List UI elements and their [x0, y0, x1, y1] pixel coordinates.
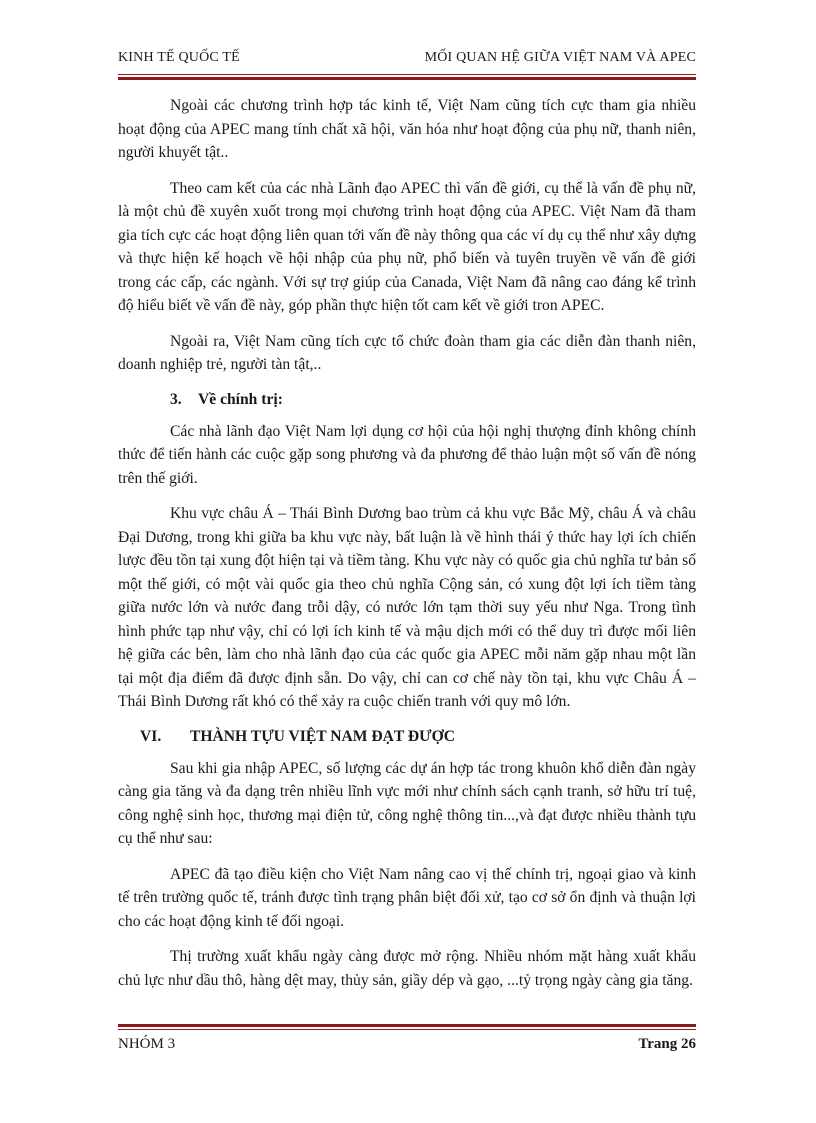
paragraph-gender-commitment: Theo cam kết của các nhà Lãnh đạo APEC thì vấn đề giới, cụ thể là vấn đề phụ nữ, là một chủ đề xuyên xuốt trong mọi chương trình hoạt động của APEC. Việt Nam đã tham gia tích cực các hoạt động liên quan tới vấn đề này thông qua các ví dụ cụ thể như xây dựng và thực hiện kế hoạch về hội nhập của phụ nữ, phổ biến và tuyên truyền về vấn đề giới trong các cấp, các ngành. Với sự trợ giúp của Canada, Việt Nam đã nâng cao đáng kể trình độ hiểu biết về vấn đề này, góp phần thực hiện tốt cam kết về giới tron APEC. — [118, 179, 696, 314]
section-heading-achievements — [140, 726, 696, 748]
paragraph-cooperation-projects: Sau khi gia nhập APEC, số lượng các dự án hợp tác trong khuôn khổ diễn đàn ngày càng gia tăng và đa dạng trên nhiều lĩnh vực mới như chính sách cạnh tranh, sở hữu trí tuệ, công nghệ sinh học, thương mại điện tử, công nghệ thông tin...,và đạt được nhiều thành tựu cụ thể như sau: — [118, 759, 696, 847]
section-heading-politics — [170, 389, 696, 411]
paragraph-summit-meetings: Các nhà lãnh đạo Việt Nam lợi dụng cơ hội của hội nghị thượng đỉnh không chính thức để tiến hành các cuộc gặp song phương và đa phương để thảo luận một số vấn đề nóng trên thế giới. — [118, 422, 696, 487]
paragraph-international-position: APEC đã tạo điều kiện cho Việt Nam nâng cao vị thế chính trị, ngoại giao và kinh tế trên trường quốc tế, tránh được tình trạng phân biệt đối xử, tạo cơ sở ổn định và thuận lợi cho các hoạt động kinh tế đối ngoại. — [118, 865, 696, 930]
header-topic-title: MỐI QUAN HỆ GIỮA VIỆT NAM VÀ APEC — [424, 50, 696, 65]
paragraph-asia-pacific-region: Khu vực châu Á – Thái Bình Dương bao trùm cả khu vực Bắc Mỹ, châu Á và châu Đại Dương, trong khi giữa ba khu vực này, bất luận là về hình thái ý thức hay lợi ích chiến lược đều tồn tại xung đột hiện tại và tiềm tàng. Khu vực này có quốc gia chủ nghĩa tư bản số một thế giới, có một vài quốc gia theo chủ nghĩa Cộng sản, có xung đột lợi ích tiềm tàng giữa nước lớn và nước đang trỗi dậy, có nước lớn tạm thời suy yếu như Nga. Trong tình hình phức tạp như vậy, chỉ có lợi ích kinh tế và mậu dịch mới có thể duy trì được mối liên hệ giữa các bên, làm cho nhà lãnh đạo của các quốc gia APEC mỗi năm gặp nhau một lần tại một địa điểm đã được định sẵn. Do vậy, chỉ can cơ chế này tồn tại, khu vực Châu Á – Thái Bình Dương rất khó có thể xảy ra cuộc chiến tranh với quy mô lớn. — [118, 505, 696, 710]
section-number: VI. — [140, 727, 162, 745]
footer-divider — [118, 1024, 696, 1030]
header-divider — [118, 74, 696, 80]
page-header — [118, 50, 696, 70]
page-footer — [118, 1036, 696, 1058]
paragraph-social-activities: Ngoài các chương trình hợp tác kinh tế, Việt Nam cũng tích cực tham gia nhiều hoạt động của APEC mang tính chất xã hội, văn hóa như hoạt động của phụ nữ, thanh niên, người khuyết tật.. — [118, 97, 696, 161]
section-number: 3. — [170, 390, 182, 408]
header-course-title: KINH TẾ QUỐC TẾ — [118, 50, 240, 65]
page-number: Trang 26 — [638, 1036, 696, 1052]
paragraph-export-markets: Thị trường xuất khẩu ngày càng được mở rộng. Nhiều nhóm mặt hàng xuất khẩu chủ lực như dầu thô, hàng dệt may, thủy sản, giầy dép và gạo, ...tỷ trọng ngày càng gia tăng. — [118, 948, 696, 989]
footer-group-name: NHÓM 3 — [118, 1036, 176, 1052]
section-title: THÀNH TỰU VIỆT NAM ĐẠT ĐƯỢC — [190, 727, 455, 745]
section-title: Về chính trị: — [198, 390, 283, 408]
paragraph-youth-forums: Ngoài ra, Việt Nam cũng tích cực tổ chức đoàn tham gia các diễn đàn thanh niên, doanh nghiệp trẻ, người tàn tật,.. — [118, 332, 696, 373]
page-body — [118, 94, 696, 1004]
